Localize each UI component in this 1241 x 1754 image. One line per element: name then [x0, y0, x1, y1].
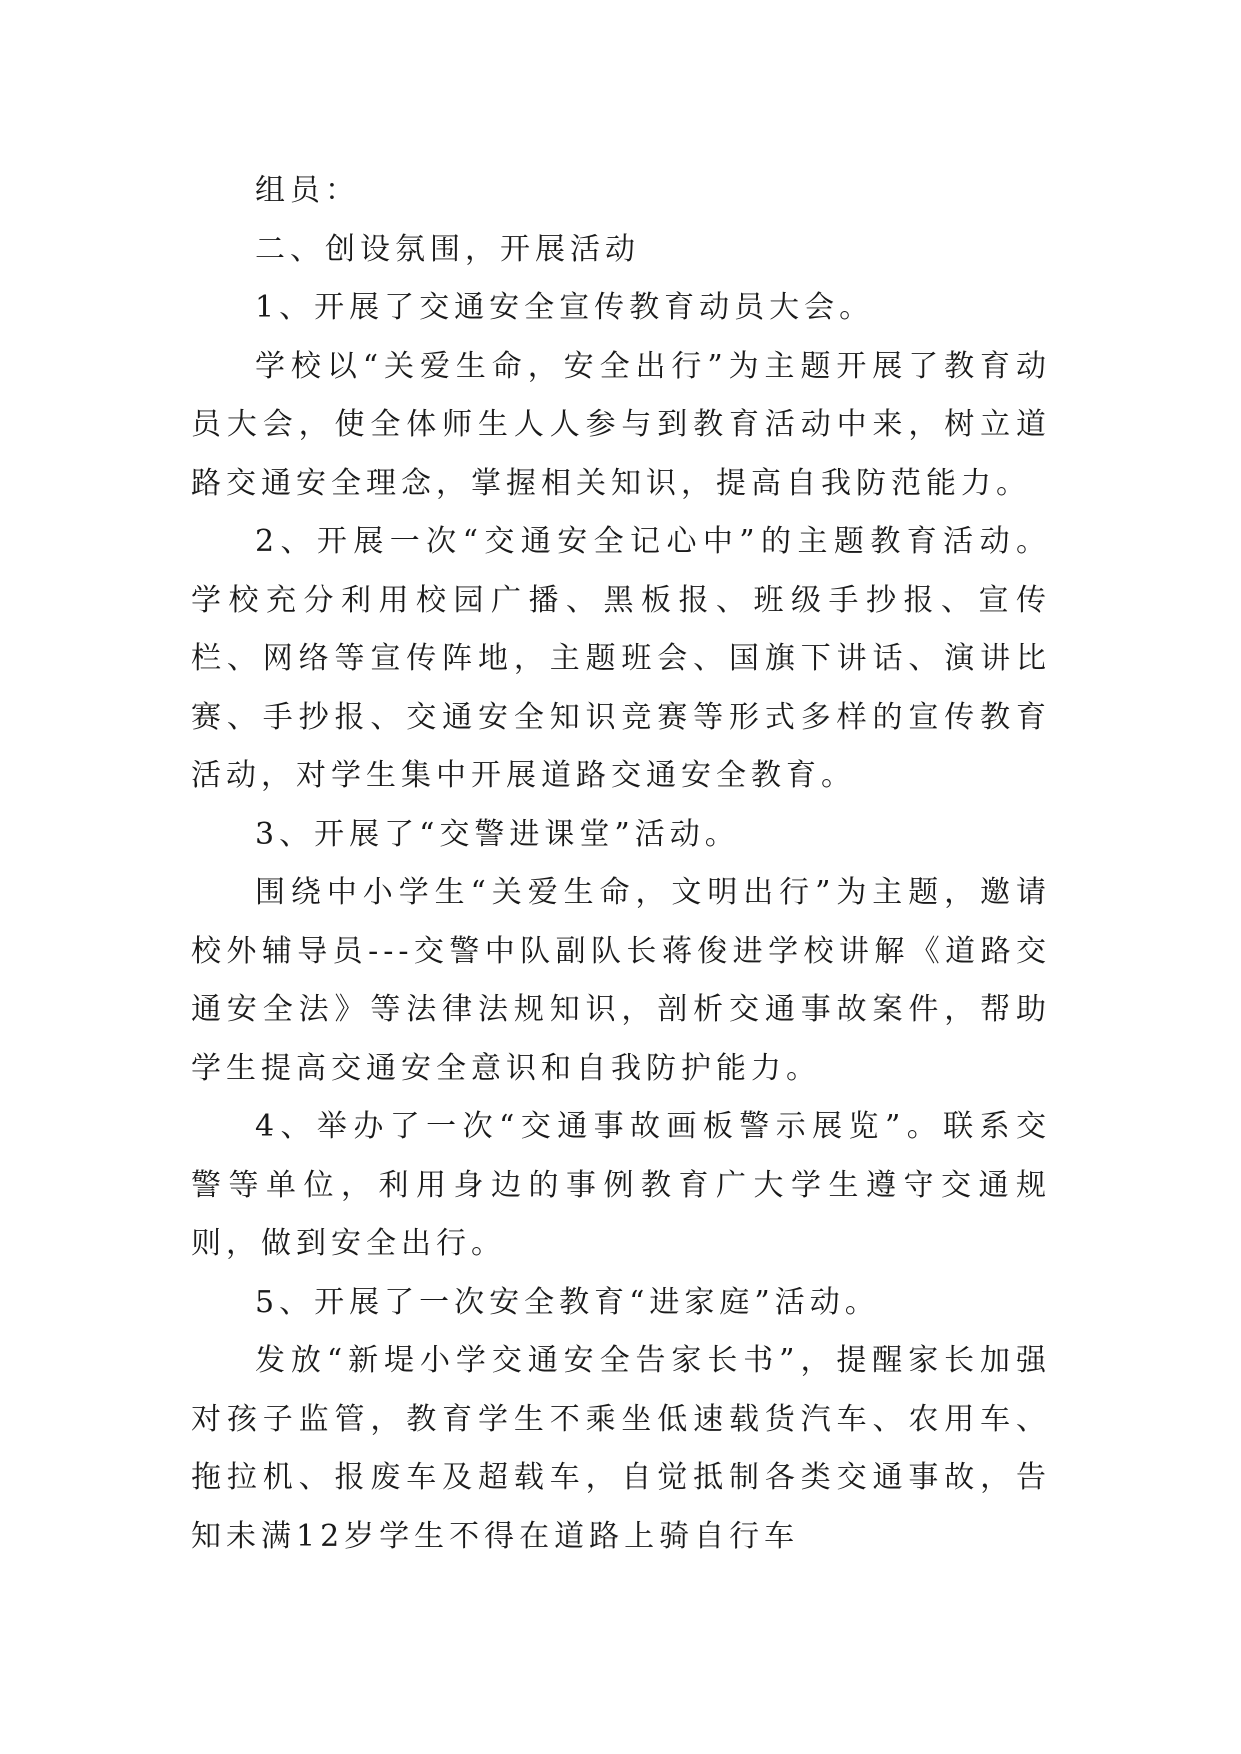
item-5-heading: 5、开展了一次安全教育“进家庭”活动。 [255, 1284, 880, 1320]
document-body [191, 162, 1051, 1566]
paragraph-members: 组员： [255, 173, 360, 208]
item-3-heading: 3、开展了“交警进课堂”活动。 [255, 816, 740, 852]
item-4-body: 4、举办了一次“交通事故画板警示展览”。联系交警等单位，利用身边的事例教育广大学生遵守交通规则，做到安全出行。 [191, 1109, 1051, 1261]
item-1-heading: 1、开展了交通安全宣传教育动员大会。 [255, 290, 875, 325]
item-1-body: 学校以“关爱生命，安全出行”为主题开展了教育动员大会，使全体师生人人参与到教育活动中来，树立道路交通安全理念，掌握相关知识，提高自我防范能力。 [191, 348, 1051, 501]
item-2-body: 2、开展一次“交通安全记心中”的主题教育活动。学校充分利用校园广播、黑板报、班级手抄报、宣传栏、网络等宣传阵地，主题班会、国旗下讲话、演讲比赛、手抄报、交通安全知识竞赛等形式多样的宣传教育活动，对学生集中开展道路交通安全教育。 [191, 524, 1051, 793]
item-3-body: 围绕中小学生“关爱生命，文明出行”为主题，邀请校外辅导员---交警中队副队长蒋俊进学校讲解《道路交通安全法》等法律法规知识，剖析交通事故案件，帮助学生提高交通安全意识和自我防护能力。 [191, 875, 1051, 1086]
item-5-body: 发放“新堤小学交通安全告家长书”，提醒家长加强对孩子监管，教育学生不乘坐低速载货汽车、农用车、拖拉机、报废车及超载车，自觉抵制各类交通事故，告知未满12岁学生不得在道路上骑自行车 [191, 1343, 1051, 1554]
section-heading-2: 二、创设氛围，开展活动 [255, 231, 640, 267]
